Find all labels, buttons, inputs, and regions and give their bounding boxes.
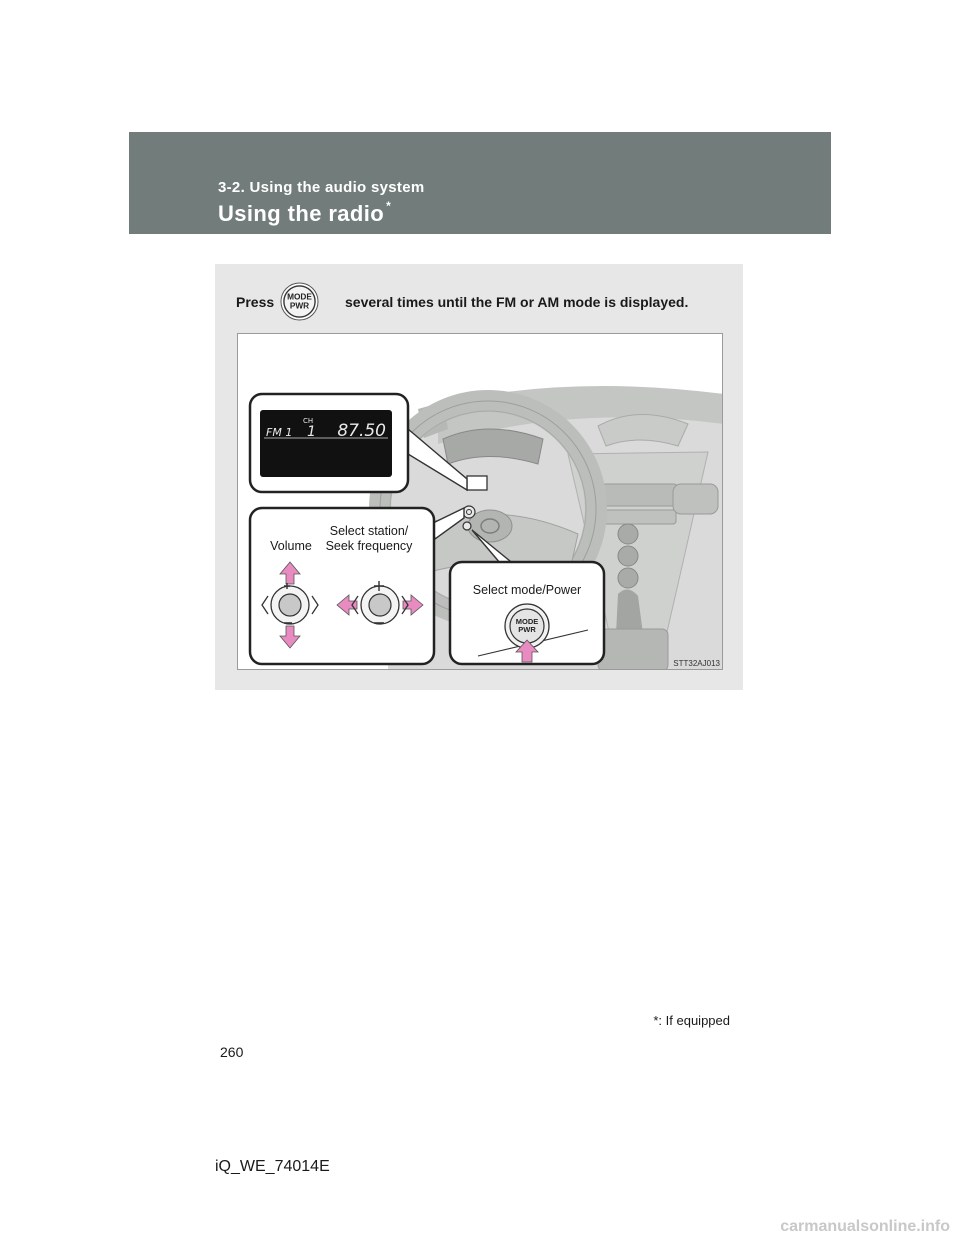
section-header xyxy=(129,132,831,234)
dashboard-illustration xyxy=(237,333,723,670)
footnote-if-equipped: *: If equipped xyxy=(653,1013,730,1028)
lcd-frequency: 87.50 xyxy=(337,421,386,441)
knob-text-pwr: PWR xyxy=(518,625,536,634)
lcd-band: FM 1 xyxy=(266,426,293,439)
label-volume: Volume xyxy=(270,539,312,553)
illustration-code: STT32AJ013 xyxy=(673,659,720,668)
section-breadcrumb: 3-2. Using the audio system xyxy=(218,179,425,196)
page-title-text: Using the radio xyxy=(218,201,385,226)
instruction-panel xyxy=(215,264,743,690)
label-seek-frequency: Seek frequency xyxy=(325,539,413,553)
document-id: iQ_WE_74014E xyxy=(215,1158,330,1175)
page-title xyxy=(218,199,391,227)
page-number: 260 xyxy=(220,1044,244,1060)
instruction-line xyxy=(236,282,736,324)
instruction-press: Press xyxy=(236,294,275,310)
knob-text-mode: MODE xyxy=(515,617,539,626)
label-select-mode: Select mode/Power xyxy=(472,583,582,597)
equipped-asterisk: * xyxy=(386,199,392,213)
instruction-rest: several times until the FM or AM mode is displayed. xyxy=(345,294,689,310)
watermark: carmanualsonline.info xyxy=(780,1218,950,1235)
mode-pwr-button-icon xyxy=(280,282,319,321)
button-text-pwr: PWR xyxy=(289,301,310,311)
label-select-station: Select station/ xyxy=(329,524,409,538)
dashboard-drawing xyxy=(238,334,723,670)
lcd-ch-label: CH xyxy=(303,417,314,425)
lcd-channel: 1 xyxy=(307,424,316,440)
button-text-mode: MODE xyxy=(287,292,312,302)
